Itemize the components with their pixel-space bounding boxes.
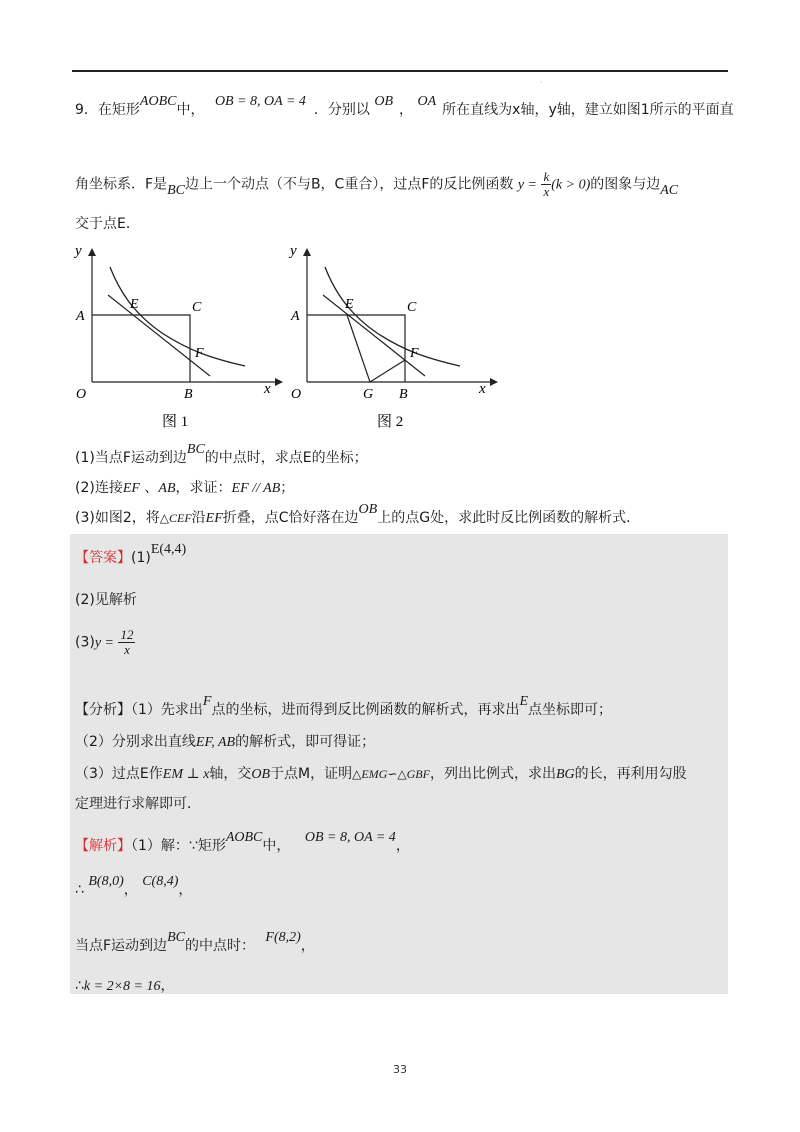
q3-triangle: △CEF — [159, 511, 192, 525]
q3-ob: OB — [358, 502, 378, 517]
question-2 — [75, 478, 294, 499]
solution-4-k: k = 2×8 = 16 — [83, 979, 161, 994]
answer-line-3 — [75, 628, 135, 657]
solution-4-therefore: ∴ — [75, 978, 84, 994]
text-sep: ．分别以 — [313, 102, 370, 118]
fig1-label-a: A — [76, 309, 85, 324]
solution-2-end: ， — [178, 882, 193, 898]
analysis-1-e: E — [519, 694, 529, 709]
answer-3-num: 12 — [120, 627, 134, 642]
answer-3-fraction — [118, 628, 135, 657]
solution-1-cond: OB = 8, OA = 4 — [304, 830, 396, 845]
analysis-3-e: 的长，再利用勾股 — [574, 766, 687, 782]
solution-line-2 — [75, 874, 193, 901]
rect-name: AOBC — [139, 94, 177, 109]
q2-ab: AB — [158, 481, 176, 496]
question-3 — [75, 502, 641, 529]
fig2-caption: 图 2 — [377, 414, 404, 430]
solution-1-aobc: AOBC — [225, 830, 263, 845]
fig1-label-e: E — [130, 297, 139, 312]
solution-1-c: ， — [395, 838, 410, 854]
q1-bc: BC — [186, 442, 205, 457]
fig1-label-x: x — [264, 381, 271, 397]
analysis-3-a: （3）过点E作 — [75, 766, 163, 782]
q2-text-d: ； — [280, 480, 295, 496]
question-1 — [75, 442, 368, 469]
fig2-label-x: x — [479, 381, 486, 397]
text-comma: ， — [399, 102, 414, 118]
analysis-2-b: 的解析式，即可得证； — [235, 734, 376, 750]
problem-line-3: 交于点E． — [75, 216, 140, 232]
answer-label: 【答案】 — [75, 550, 131, 566]
fig1-label-y: y — [75, 243, 82, 259]
fig2-label-c: C — [407, 300, 417, 315]
solution-line-4 — [75, 976, 174, 997]
segment-bc: BC — [167, 182, 185, 198]
fig2-label-e: E — [345, 297, 354, 312]
solution-3-f: F(8,2) — [265, 930, 301, 945]
solution-3-bc: BC — [167, 930, 185, 945]
figure-1 — [70, 238, 285, 433]
fig1-caption: 图 1 — [162, 414, 189, 430]
q3-text-b: 沿 — [191, 510, 206, 526]
problem-line-2 — [75, 170, 678, 199]
analysis-3-perp: EM ⊥ x — [162, 767, 210, 782]
figure-2 — [285, 238, 500, 433]
q2-text-c: ，求证： — [175, 480, 232, 496]
solution-2-therefore: ∴ — [75, 882, 84, 898]
text-zhong: 中， — [176, 102, 205, 118]
analysis-1-f: F — [202, 694, 212, 709]
answer-3-den: x — [124, 642, 130, 657]
solution-line-3 — [75, 930, 315, 957]
fig1-label-o: O — [76, 387, 87, 402]
analysis-label: 【分析】 — [75, 702, 131, 718]
solution-3-a: 当点F运动到边 — [75, 938, 168, 954]
func-y: y = — [517, 177, 538, 193]
analysis-1-c: 点坐标即可； — [528, 702, 613, 718]
problem-line-1 — [75, 94, 734, 121]
solution-1-a: （1）解：∵矩形 — [131, 838, 226, 854]
fig1-label-c: C — [192, 300, 202, 315]
answer-1-value: E(4,4) — [150, 542, 187, 557]
q2-text-b: 、 — [144, 480, 159, 496]
q3-ef: EF — [205, 511, 223, 526]
q3-text-a: (3)如图2，将 — [75, 510, 160, 526]
analysis-3-d: ，列出比例式，求出 — [429, 766, 556, 782]
solution-1-b: 中， — [262, 838, 291, 854]
q2-relation: EF // AB — [231, 481, 281, 496]
func-fraction — [541, 170, 551, 199]
analysis-1-b: 点的坐标，进而得到反比例函数的解析式，再求出 — [211, 702, 520, 718]
answer-1-prefix: (1) — [131, 550, 151, 566]
analysis-2-lines: EF, AB — [195, 735, 236, 750]
q3-text-c: 折叠，点C恰好落在边 — [222, 510, 359, 526]
solution-4-end: ， — [160, 978, 175, 994]
q1-text-a: (1)当点F运动到边 — [75, 450, 187, 466]
header-mark: · — [540, 78, 543, 87]
q2-ef: EF — [122, 481, 140, 496]
fig2-label-y: y — [290, 243, 297, 259]
answer-3-prefix: (3) — [75, 634, 95, 651]
analysis-3-ob: OB — [251, 767, 271, 782]
analysis-3-sim: △EMG∽△GBF — [352, 767, 430, 781]
solution-3-b: 的中点时： — [184, 938, 255, 954]
segment-ob: OB — [374, 94, 394, 109]
fig2-label-g: G — [363, 387, 374, 402]
func-num: k — [543, 169, 550, 184]
problem-part2: 边上一个动点（不与B，C重合），过点F的反比例函数 — [184, 176, 514, 193]
answer-3-y: y = — [94, 635, 115, 651]
solution-2-sep: ， — [123, 882, 138, 898]
segment-ac: AC — [660, 182, 679, 198]
analysis-line-4: 定理进行求解即可． — [75, 796, 201, 812]
fig1-label-b: B — [184, 387, 193, 402]
q2-text-a: (2)连接 — [75, 480, 123, 496]
func-condition: (k > 0) — [551, 177, 591, 193]
fig1-label-f: F — [195, 346, 204, 361]
rect-condition: OB = 8, OA = 4 — [214, 94, 306, 109]
q3-text-d: 上的点G处，求此时反比例函数的解析式． — [377, 510, 641, 526]
solution-label: 【解析】 — [75, 838, 131, 854]
analysis-line-1 — [75, 694, 613, 721]
fig2-label-b: B — [399, 387, 408, 402]
solution-2-c: C(8,4) — [142, 874, 179, 889]
analysis-3-c: 于点M，证明 — [270, 766, 353, 782]
problem-part1: 角坐标系．F是 — [75, 176, 168, 193]
analysis-line-3 — [75, 764, 687, 785]
analysis-3-b: 轴，交 — [209, 766, 252, 782]
fig2-label-a: A — [291, 309, 300, 324]
q1-text-b: 的中点时，求点E的坐标； — [204, 450, 368, 466]
analysis-2-a: （2）分别求出直线 — [75, 734, 196, 750]
solution-2-b: B(8,0) — [88, 874, 124, 889]
header-rule — [72, 70, 728, 72]
solution-3-c: ， — [300, 938, 315, 954]
func-den: x — [543, 184, 550, 199]
answer-line-2: (2)见解析 — [75, 592, 137, 608]
solution-line-1 — [75, 830, 410, 857]
segment-oa: OA — [417, 94, 437, 109]
problem-rest: 所在直线为x轴，y轴，建立如图1所示的平面直 — [442, 102, 734, 118]
answer-line-1 — [75, 542, 187, 569]
page-number: 33 — [393, 1063, 407, 1076]
problem-part3: 的图象与边 — [590, 176, 661, 193]
fig2-label-o: O — [291, 387, 302, 402]
problem-lead: 9．在矩形 — [75, 102, 140, 118]
analysis-line-2 — [75, 732, 375, 753]
analysis-1-a: （1）先求出 — [131, 702, 203, 718]
analysis-3-bg: BG — [555, 767, 575, 782]
fig2-label-f: F — [410, 346, 419, 361]
